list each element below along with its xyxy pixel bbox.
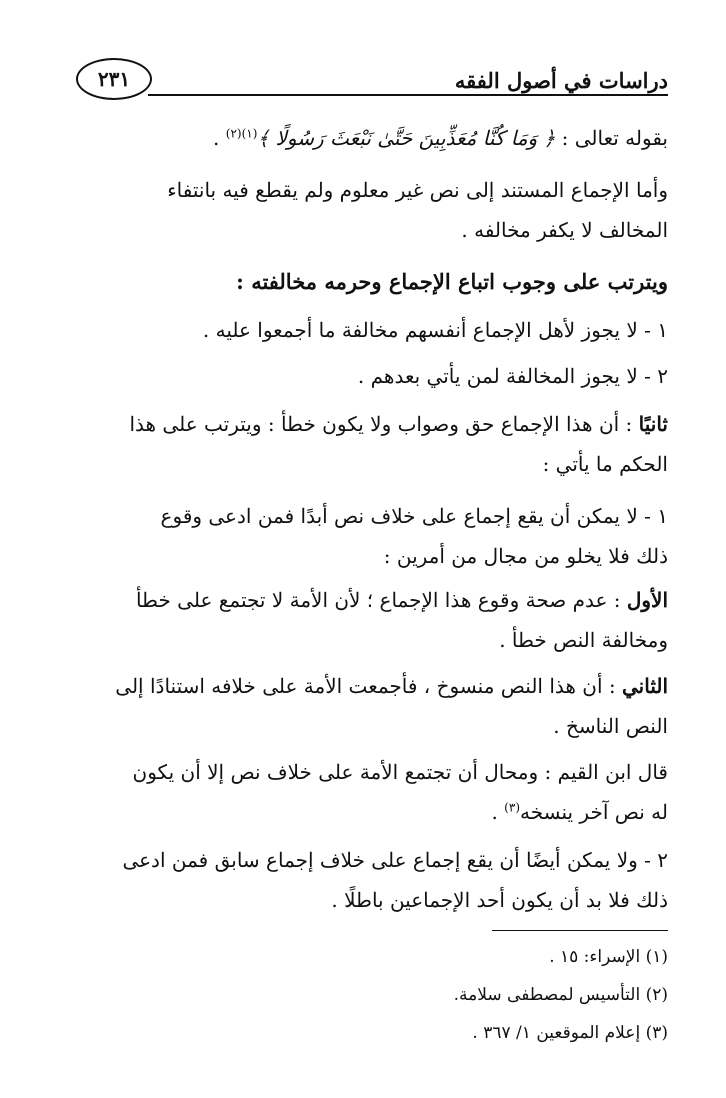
paragraph-line: الأول : عدم صحة وقوع هذا الإجماع ؛ لأن الأمة لا تجتمع على خطأ xyxy=(135,588,668,612)
paragraph-line: النص الناسخ . xyxy=(553,714,668,738)
paragraph-point-one xyxy=(68,496,668,576)
section-heading-block xyxy=(68,262,668,302)
verse-line: بقوله تعالى : ﴿ وَمَا كُنَّا مُعَذِّبِينَ حَتَّىٰ نَبْعَثَ رَسُولًا ﴾$^{(١)(٢)}$ . xyxy=(213,126,668,150)
paragraph-line: المخالف لا يكفر مخالفه . xyxy=(461,218,668,242)
paragraph-first xyxy=(68,580,668,660)
list-item-text: ٢ - لا يجوز المخالفة لمن يأتي بعدهم . xyxy=(357,364,668,388)
list-item-text: ١ - لا يجوز لأهل الإجماع أنفسهم مخالفة ما أجمعوا عليه . xyxy=(202,318,668,342)
paragraph-lead: الثاني xyxy=(621,674,668,698)
footnote-ref: (٣) xyxy=(504,800,520,815)
header-rule xyxy=(148,94,668,96)
paragraph-line: ٢ - ولا يمكن أيضًا أن يقع إجماع على خلاف إجماع سابق فمن ادعى xyxy=(122,848,668,872)
running-header xyxy=(76,58,668,104)
footnote: (٢) التأسيس لمصطفى سلامة. xyxy=(453,985,668,1005)
quran-verse: ﴿ وَمَا كُنَّا مُعَذِّبِينَ حَتَّىٰ نَبْعَثَ رَسُولًا ﴾ xyxy=(257,126,556,150)
footnote: (٣) إعلام الموقعين ١/ ٣٦٧ . xyxy=(472,1023,668,1043)
list-item xyxy=(68,356,668,396)
paragraph-unknown-text-consensus xyxy=(68,170,668,250)
paragraph-line: وأما الإجماع المستند إلى نص غير معلوم ولم يقطع فيه بانتفاء xyxy=(167,178,668,202)
paragraph-lead: الأول xyxy=(626,588,668,612)
paragraph-secondly xyxy=(68,404,668,484)
paragraph-line: الثاني : أن هذا النص منسوخ ، فأجمعت الأمة على خلافه استنادًا إلى xyxy=(115,674,668,698)
paragraph-ibn-alqayyim xyxy=(68,752,668,832)
paragraph-point-two xyxy=(68,840,668,920)
footnote-rule xyxy=(492,930,668,931)
paragraph-line: ثانيًا : أن هذا الإجماع حق وصواب ولا يكون خطأ : ويترتب على هذا xyxy=(129,412,668,436)
footnotes xyxy=(68,938,668,1052)
footnote: (١) الإسراء: ١٥ . xyxy=(549,947,668,967)
paragraph-lead: ثانيًا xyxy=(638,412,668,436)
footnote-ref: (١)(٢) xyxy=(225,126,258,141)
paragraph-line: ومخالفة النص خطأ . xyxy=(499,628,668,652)
paragraph-line: ذلك فلا يخلو من مجال من أمرين : xyxy=(383,544,668,568)
paragraph-line: ذلك فلا بد أن يكون أحد الإجماعين باطلًا . xyxy=(331,888,668,912)
paragraph-line: له نص آخر ينسخه$^{(٣)}$ . xyxy=(491,800,668,824)
page-number-oval xyxy=(76,58,152,100)
paragraph-line: قال ابن القيم : ومحال أن تجتمع الأمة على خلاف نص إلا أن يكون xyxy=(132,760,668,784)
running-title: دراسات في أصول الفقه xyxy=(454,68,668,93)
paragraph-line: الحكم ما يأتي : xyxy=(542,452,668,476)
paragraph-second xyxy=(68,666,668,746)
paragraph-line: ١ - لا يمكن أن يقع إجماع على خلاف نص أبدًا فمن ادعى وقوع xyxy=(160,504,668,528)
paragraph-verse xyxy=(68,118,668,158)
list-item xyxy=(68,310,668,350)
page-number: ٢٣١ xyxy=(97,67,131,91)
section-heading: ويترتب على وجوب اتباع الإجماع وحرمه مخالفته : xyxy=(236,269,668,294)
